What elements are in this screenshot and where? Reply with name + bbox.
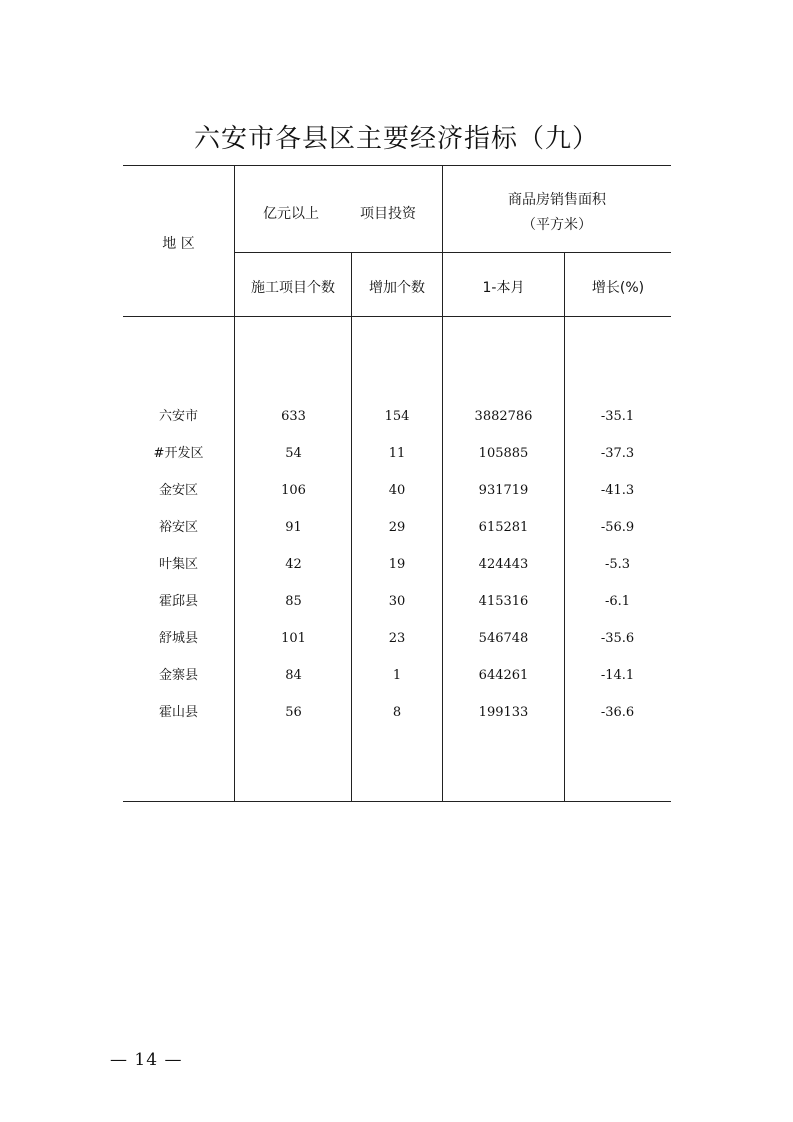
economic-indicators-table [123, 165, 671, 803]
table-row [123, 481, 671, 518]
cell-area: 615281 [478, 520, 529, 535]
cell-region: 六安市 [158, 409, 198, 424]
cell-added: 23 [388, 631, 406, 646]
header-group1-b: 项目投资 [360, 206, 416, 222]
cell-region: 叶集区 [158, 557, 198, 572]
cell-area: 644261 [478, 668, 529, 683]
cell-projects: 91 [285, 520, 302, 535]
cell-area: 546748 [478, 631, 529, 646]
cell-area: 3882786 [474, 409, 533, 424]
table-row [123, 629, 671, 666]
header-divider-left [234, 252, 442, 253]
cell-projects: 101 [281, 631, 306, 646]
cell-added: 29 [388, 520, 406, 535]
cell-growth: -56.9 [600, 520, 635, 535]
cell-projects: 85 [285, 594, 302, 609]
cell-added: 11 [388, 446, 406, 461]
cell-added: 1 [392, 668, 402, 683]
cell-projects: 84 [285, 668, 302, 683]
header-region: 地 区 [162, 236, 195, 252]
cell-growth: -41.3 [600, 483, 635, 498]
cell-added: 40 [388, 483, 406, 498]
cell-region: 金安区 [158, 483, 198, 498]
table-row [123, 407, 671, 444]
cell-added: 8 [392, 705, 402, 720]
table-row [123, 592, 671, 629]
cell-added: 19 [388, 557, 406, 572]
cell-projects: 54 [285, 446, 302, 461]
cell-region: 霍邱县 [158, 594, 198, 609]
cell-added: 30 [388, 594, 406, 609]
header-group1-a: 亿元以上 [263, 206, 319, 222]
cell-growth: -35.6 [600, 631, 635, 646]
cell-area: 424443 [478, 557, 529, 572]
cell-region: 舒城县 [158, 631, 198, 646]
cell-growth: -36.6 [600, 705, 635, 720]
table-row [123, 666, 671, 703]
cell-projects: 106 [281, 483, 306, 498]
cell-projects: 633 [281, 409, 306, 424]
table-row [123, 444, 671, 481]
table-row [123, 703, 671, 740]
cell-area: 105885 [478, 446, 529, 461]
header-growth: 增长(%) [591, 280, 645, 296]
cell-growth: -35.1 [600, 409, 635, 424]
header-added: 增加个数 [369, 280, 425, 296]
header-group2-line1: 商品房销售面积 [508, 192, 606, 208]
page-title: 六安市各县区主要经济指标（九） [193, 124, 599, 154]
table-row [123, 555, 671, 592]
cell-region: 裕安区 [158, 520, 198, 535]
cell-area: 931719 [478, 483, 529, 498]
page-number: — 14 — [110, 1050, 183, 1070]
header-bottom-rule [123, 316, 671, 317]
cell-region: #开发区 [153, 446, 204, 461]
table-bottom-rule [123, 801, 671, 802]
cell-growth: -14.1 [600, 668, 635, 683]
cell-area: 199133 [478, 705, 529, 720]
cell-projects: 42 [285, 557, 302, 572]
table-top-rule [123, 165, 671, 166]
cell-added: 154 [384, 409, 410, 424]
cell-region: 霍山县 [158, 705, 198, 720]
cell-region: 金寨县 [158, 668, 198, 683]
header-divider-right [442, 252, 671, 253]
cell-growth: -37.3 [600, 446, 635, 461]
header-projects: 施工项目个数 [251, 280, 335, 296]
cell-growth: -6.1 [604, 594, 631, 609]
header-ytd: 1-本月 [482, 280, 525, 296]
cell-projects: 56 [285, 705, 302, 720]
cell-area: 415316 [478, 594, 529, 609]
header-group2-line2: （平方米） [522, 217, 592, 233]
table-row [123, 518, 671, 555]
cell-growth: -5.3 [604, 557, 631, 572]
